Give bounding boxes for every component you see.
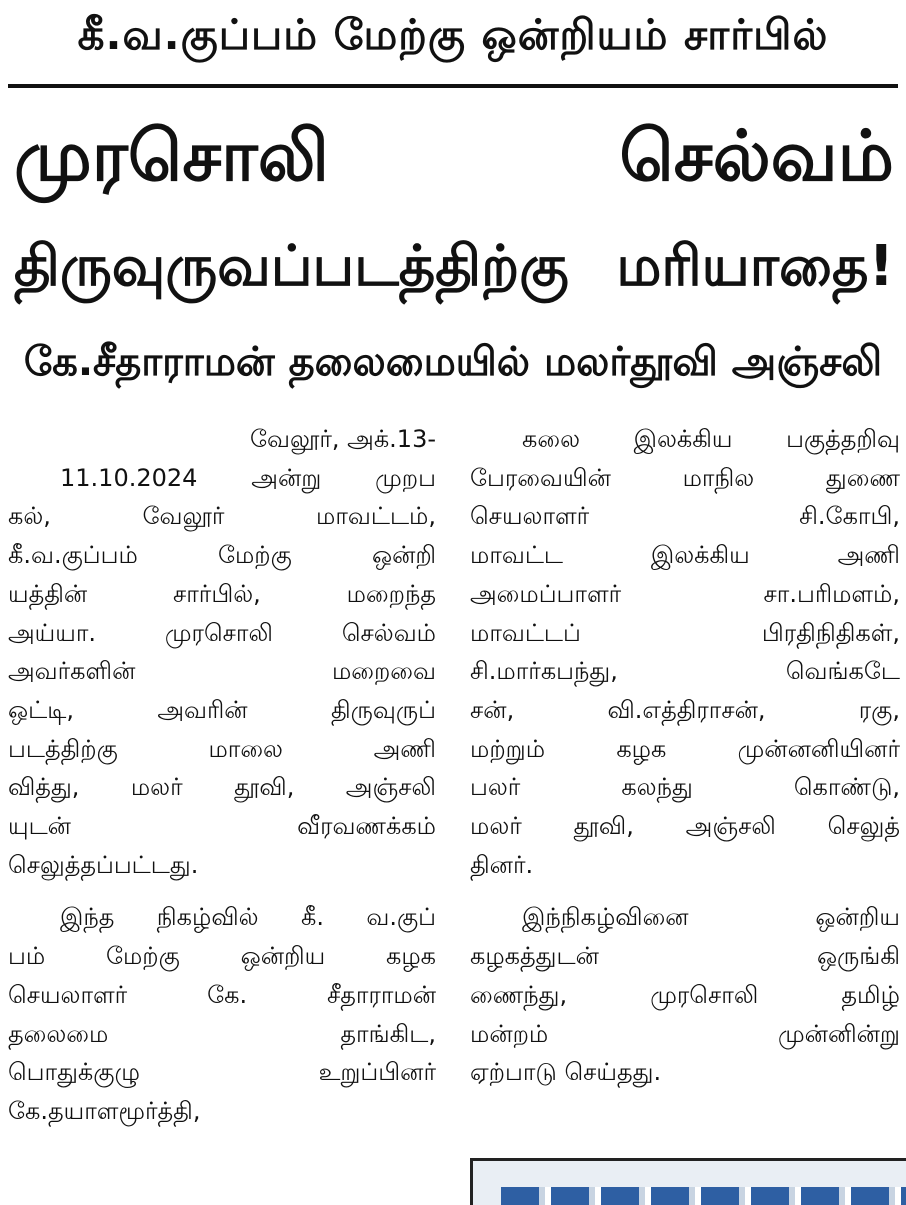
text-line: யுடன் வீரவணக்கம்	[8, 812, 436, 841]
paragraph	[470, 898, 900, 1092]
text-line: சன், வி.எத்திராசன், ரகு,	[470, 695, 900, 724]
headline-word: மரியாதை!	[616, 234, 894, 299]
subheading: கே.சீதாராமன் தலைமையில் மலர்தூவி அஞ்சலி	[23, 339, 883, 385]
text-line: பொதுக்குழு உறுப்பினர்	[8, 1058, 436, 1087]
text-line: செயலாளர் கே. சீதாராமன்	[8, 980, 436, 1009]
article-column-right	[470, 420, 900, 1092]
headline-line-1	[14, 108, 894, 204]
text-line: தலைமை தாங்கிட,	[8, 1019, 436, 1048]
headline-word: முரசொலி	[14, 115, 329, 197]
text-line: ஏற்பாடு செய்தது.	[470, 1058, 662, 1087]
divider-rule	[8, 84, 898, 88]
headline-word: செல்வம்	[619, 115, 894, 197]
text-line: பேரவையின் மாநில துணை	[470, 463, 900, 492]
text-line: கீ.வ.குப்பம் மேற்கு ஒன்றி	[8, 541, 436, 570]
text-line: கழகத்துடன் ஒருங்கி	[470, 942, 900, 971]
text-line: கல், வேலூர் மாவட்டம்,	[8, 502, 436, 531]
photo-thumbnail	[470, 1158, 906, 1205]
text-line: வித்து, மலர் தூவி, அஞ்சலி	[8, 773, 436, 802]
text-line: சி.மார்கபந்து, வெங்கடே	[470, 657, 900, 686]
paragraph	[470, 420, 900, 884]
text-line: அமைப்பாளர் சா.பரிமளம்,	[470, 579, 900, 608]
text-line: படத்திற்கு மாலை அணி	[8, 734, 436, 763]
dateline: வேலூர், அக்.13-	[249, 425, 436, 453]
text-line: ஒட்டி, அவரின் திருவுருப்	[8, 695, 436, 724]
paragraph	[8, 459, 436, 885]
text-line: இந்நிகழ்வினை ஒன்றிய	[522, 903, 900, 932]
text-line: அவர்களின் மறைவை	[8, 657, 436, 686]
text-line: தினர்.	[470, 850, 534, 879]
kicker-heading: கீ.வ.குப்பம் மேற்கு ஒன்றியம் சார்பில்	[77, 10, 829, 59]
text-line: இந்த நிகழ்வில் கீ. வ.குப்	[60, 903, 436, 932]
text-line: பம் மேற்கு ஒன்றிய கழக	[8, 942, 436, 971]
text-line: கே.தயாளமூர்த்தி,	[8, 1096, 201, 1125]
text-line: மாவட்ட இலக்கிய அணி	[470, 541, 900, 570]
text-line: 11.10.2024 அன்று முறப	[60, 463, 436, 492]
text-line: மாவட்டப் பிரதிநிதிகள்,	[470, 618, 900, 647]
text-line: செலுத்தப்பட்டது.	[8, 850, 199, 879]
headline-word: திருவுருவப்படத்திற்கு	[14, 234, 569, 299]
text-line: அய்யா. முரசொலி செல்வம்	[8, 618, 436, 647]
text-line: மற்றும் கழக முன்னனியினர்	[470, 734, 900, 763]
paragraph	[8, 898, 436, 1130]
text-line: யத்தின் சார்பில், மறைந்த	[8, 579, 436, 608]
article-column-left	[8, 420, 436, 1131]
headline-line-2	[14, 222, 894, 312]
text-line: மலர் தூவி, அஞ்சலி செலுத்	[470, 812, 900, 841]
text-line: ணைந்து, முரசொலி தமிழ்	[470, 980, 900, 1009]
text-line: மன்றம் முன்னின்று	[470, 1019, 900, 1048]
photo-content	[501, 1187, 906, 1205]
text-line: கலை இலக்கிய பகுத்தறிவு	[522, 425, 900, 453]
text-line: செயலாளர் சி.கோபி,	[470, 502, 900, 531]
text-line: பலர் கலந்து கொண்டு,	[470, 773, 900, 802]
